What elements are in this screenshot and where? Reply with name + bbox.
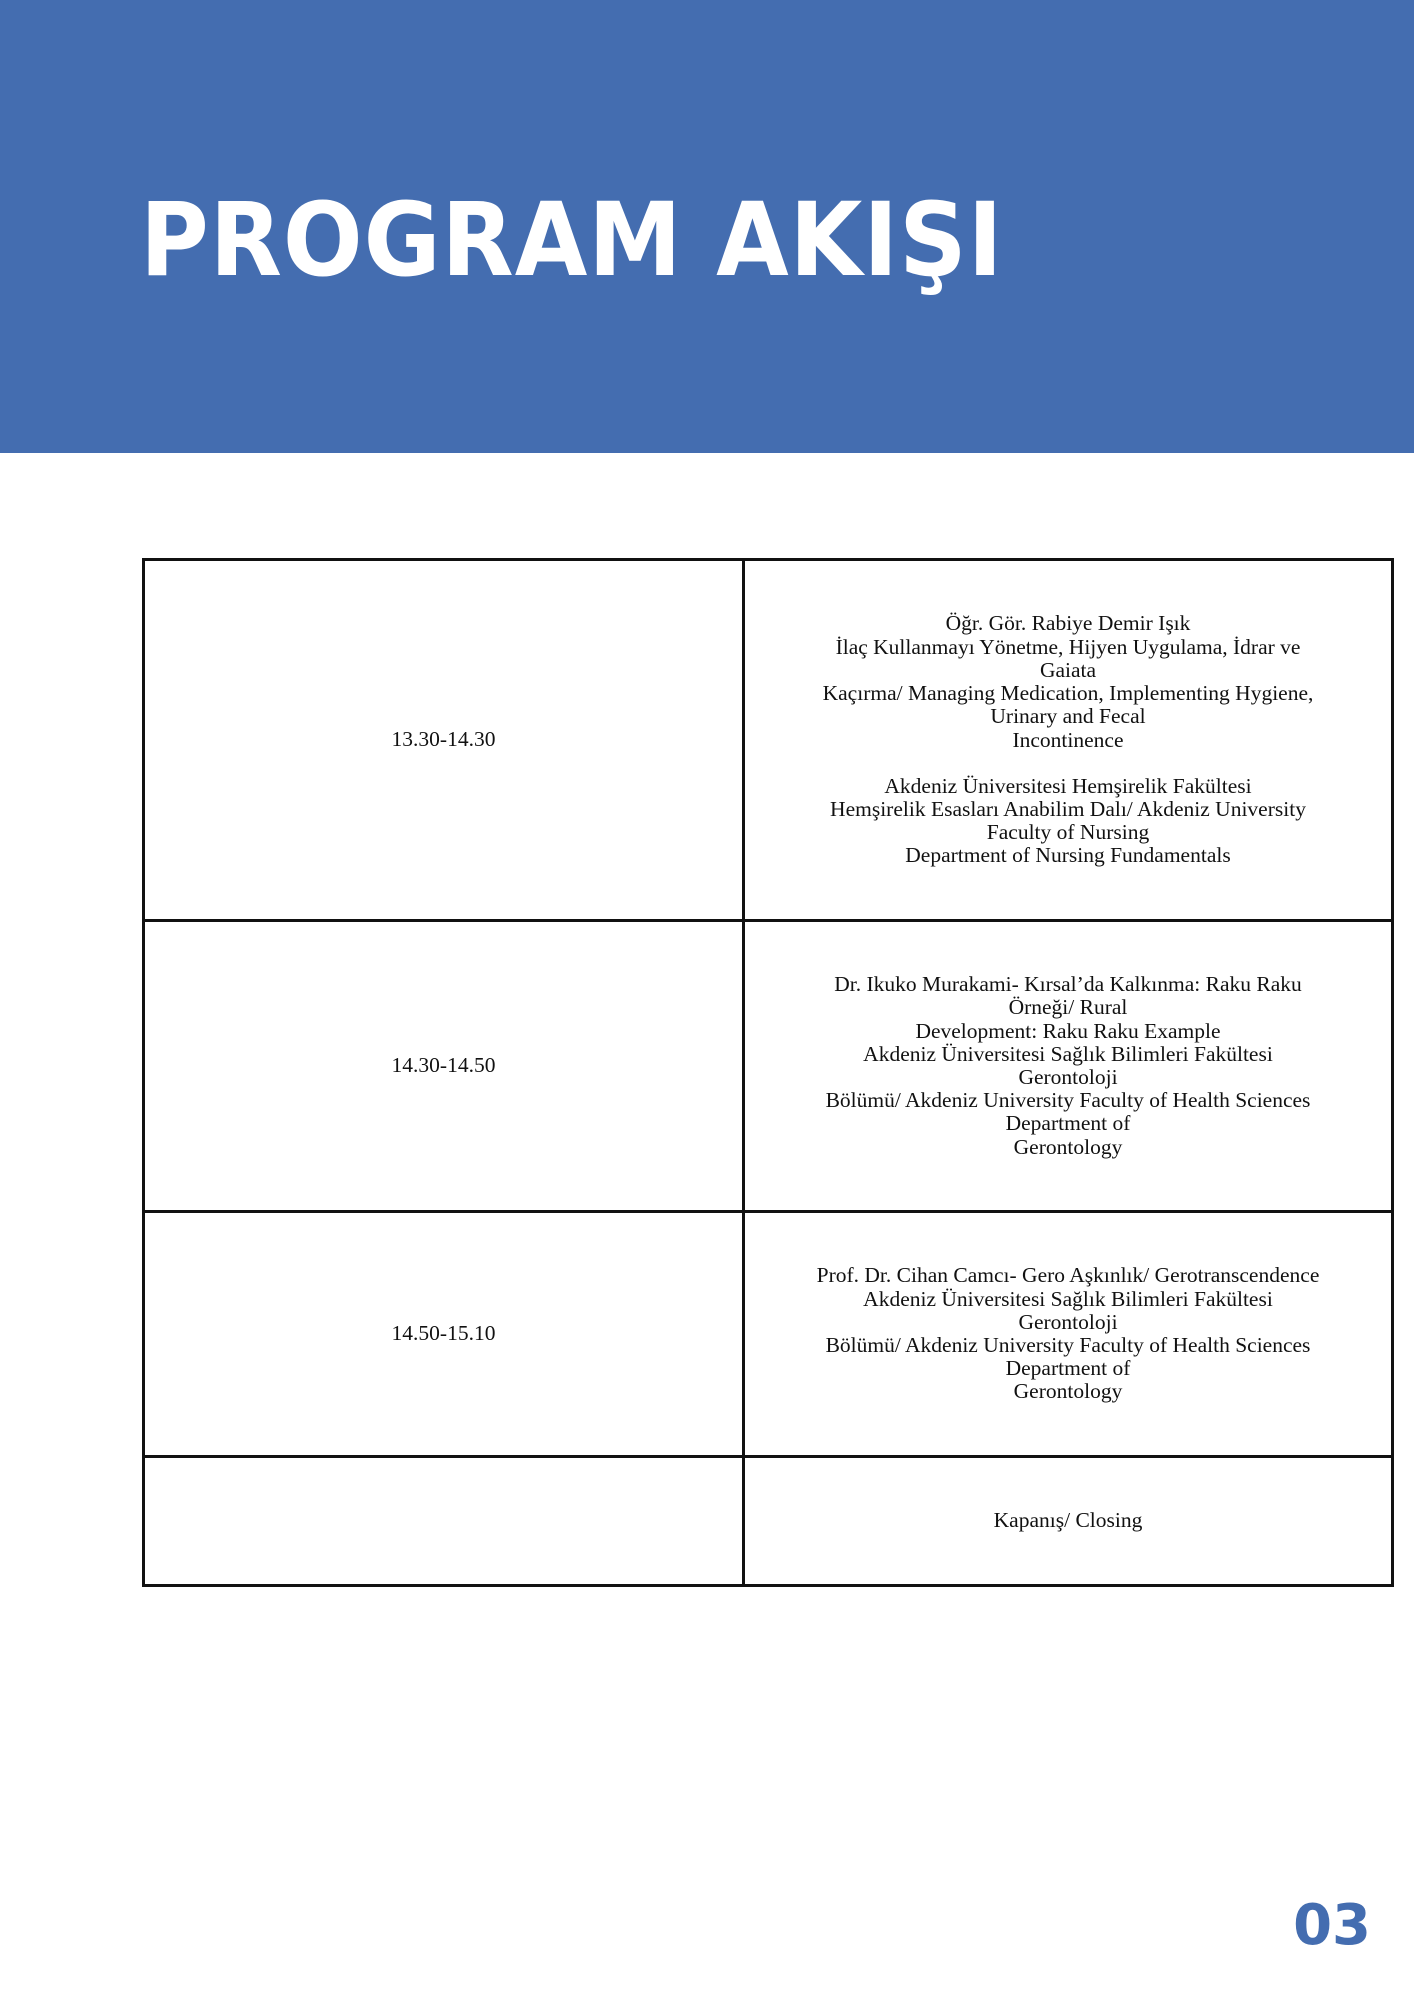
- time-cell: 14.50-15.10: [144, 1212, 744, 1457]
- affiliation-line: Akdeniz Üniversitesi Sağlık Bilimleri Fakültesi: [863, 1286, 1273, 1311]
- time-cell: 14.30-14.50: [144, 921, 744, 1212]
- affiliation-line: Gerontology: [1013, 1134, 1123, 1159]
- table-row: [144, 1212, 1393, 1457]
- affiliation-line: Akdeniz Üniversitesi Hemşirelik Fakültesi: [884, 773, 1252, 798]
- session-title-line: Kaçırma/ Managing Medication, Implementing Hygiene,: [822, 681, 1314, 706]
- affiliation-line: Department of: [1005, 1356, 1131, 1381]
- time-cell: 13.30-14.30: [144, 560, 744, 921]
- closing-label: Kapanış/ Closing: [993, 1508, 1143, 1533]
- affiliation-line: Gerontology: [1013, 1379, 1123, 1404]
- session-title-line: Örneği/ Rural: [1008, 995, 1128, 1020]
- session-cell: [744, 1212, 1393, 1457]
- affiliation-line: Faculty of Nursing: [986, 820, 1150, 845]
- affiliation-line: Akdeniz Üniversitesi Sağlık Bilimleri Fakültesi: [863, 1041, 1273, 1066]
- affiliation-line: Bölümü/ Akdeniz University Faculty of Health Sciences: [825, 1088, 1311, 1113]
- paragraph-gap: [773, 752, 1363, 775]
- affiliation-line: Gerontoloji: [1018, 1309, 1118, 1334]
- page-number: 03: [1293, 1893, 1371, 1958]
- time-cell: [144, 1457, 744, 1586]
- table-row: [144, 921, 1393, 1212]
- session-cell: [744, 921, 1393, 1212]
- session-title-line: Gaiata: [1039, 657, 1097, 682]
- session-title-line: Development: Raku Raku Example: [915, 1018, 1221, 1043]
- session-cell: [744, 560, 1393, 921]
- affiliation-line: Bölümü/ Akdeniz University Faculty of Health Sciences: [825, 1333, 1311, 1357]
- affiliation-line: Department of: [1005, 1111, 1131, 1136]
- affiliation-line: Hemşirelik Esasları Anabilim Dalı/ Akdeniz University: [830, 796, 1306, 821]
- schedule-table: [142, 558, 1394, 1587]
- speaker-title-line: Prof. Dr. Cihan Camcı- Gero Aşkınlık/ Gerotranscendence: [816, 1263, 1320, 1288]
- table-row: [144, 1457, 1393, 1586]
- header-band: [0, 0, 1414, 453]
- page-title: PROGRAM AKIŞI: [140, 181, 1004, 300]
- table-row: [144, 560, 1393, 921]
- speaker-name: Öğr. Gör. Rabiye Demir Işık: [945, 611, 1191, 636]
- speaker-title-line: Dr. Ikuko Murakami- Kırsal’da Kalkınma: Raku Raku: [834, 972, 1302, 997]
- session-cell: [744, 1457, 1393, 1586]
- session-title-line: İlaç Kullanmayı Yönetme, Hijyen Uygulama, İdrar ve: [835, 634, 1301, 659]
- affiliation-line: Gerontoloji: [1018, 1065, 1118, 1089]
- session-title-line: Incontinence: [1012, 727, 1124, 752]
- session-title-line: Urinary and Fecal: [990, 704, 1146, 729]
- affiliation-line: Department of Nursing Fundamentals: [905, 843, 1231, 868]
